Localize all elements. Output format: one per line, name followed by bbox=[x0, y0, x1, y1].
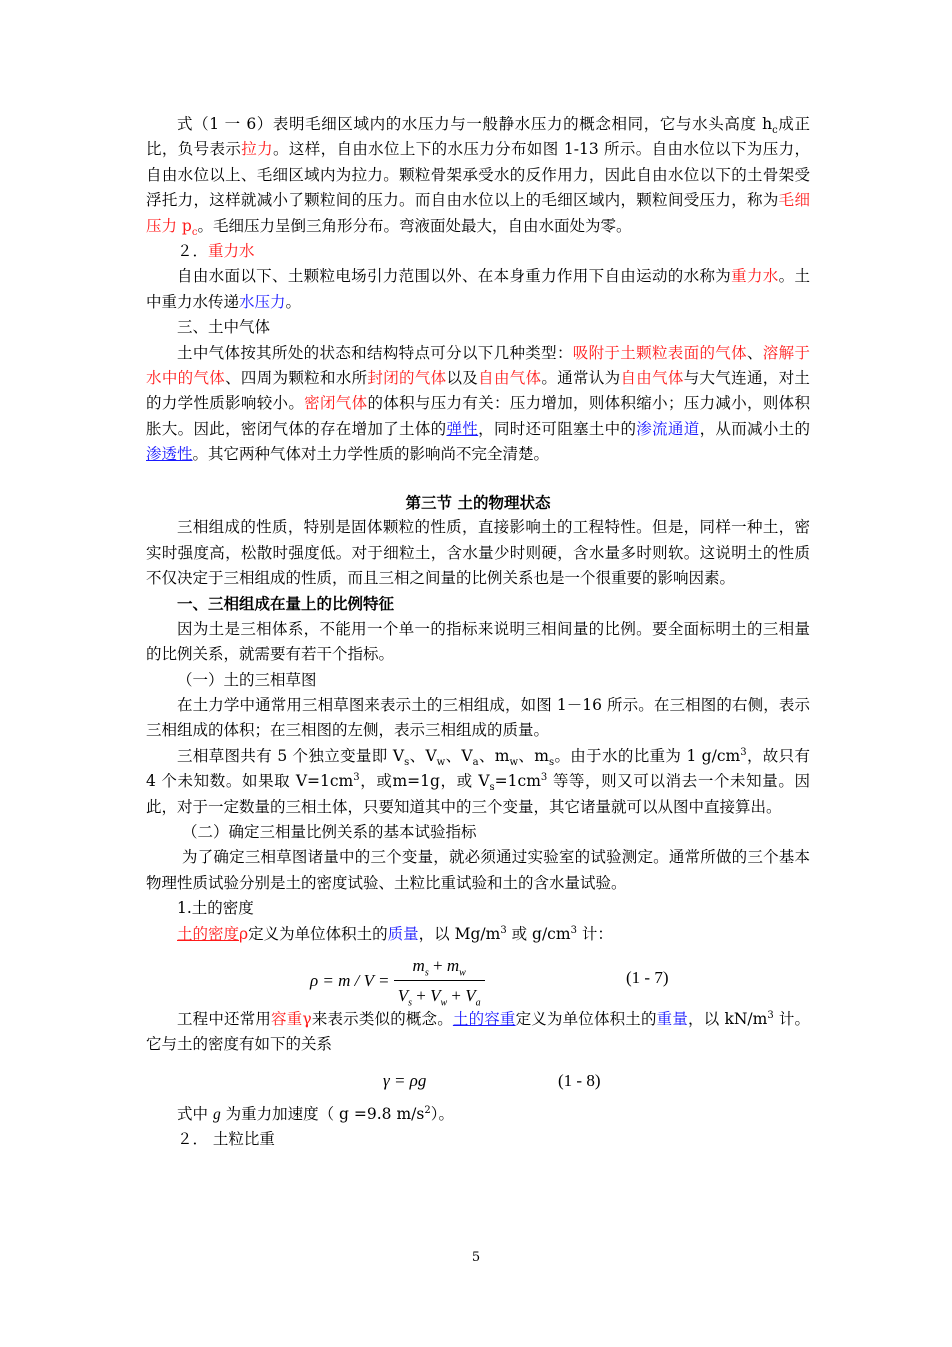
highlight-term: 吸附于土颗粒表面的气体 bbox=[572, 343, 747, 362]
heading-basic-tests: （二）确定三相量比例关系的基本试验指标 bbox=[182, 822, 477, 841]
document-page bbox=[146, 112, 810, 1153]
highlight-term: 容重γ bbox=[271, 1010, 312, 1028]
text: =1cm bbox=[494, 772, 541, 791]
equation-1-8 bbox=[146, 1058, 810, 1102]
superscript: 2 bbox=[424, 1104, 431, 1116]
subscript: s bbox=[548, 756, 555, 768]
text: ，或m=1g，或 V bbox=[359, 772, 490, 791]
text: ，从而减小土的 bbox=[699, 419, 810, 438]
heading-number: ２． bbox=[177, 242, 209, 261]
text: 为重力加速度（ g =9.8 m/s bbox=[220, 1104, 425, 1123]
text: 式（1 一 6）表明毛细区域内的水压力与一般静水压力的概念相同，它与水头高度 h bbox=[177, 115, 773, 133]
text: 与大气连通，对土的力学性质影响较小。 bbox=[146, 369, 810, 413]
text: 。 bbox=[285, 292, 302, 311]
text: 、四周为颗粒和水所 bbox=[225, 369, 368, 388]
text: 以及 bbox=[446, 369, 479, 388]
text: ，同时还可阻塞土中的 bbox=[478, 419, 637, 438]
text: ，以 kN/m bbox=[688, 1010, 768, 1028]
link-elasticity[interactable]: 弹性 bbox=[446, 419, 479, 438]
fraction bbox=[394, 953, 485, 1009]
paragraph-capillary bbox=[146, 112, 810, 239]
page-number: 5 bbox=[471, 1250, 481, 1265]
highlight-term: 自由气体 bbox=[478, 369, 542, 388]
text: 工程中还常用 bbox=[177, 1010, 272, 1028]
heading-soil-density: 1.土的密度 bbox=[177, 899, 254, 918]
link-permeability[interactable]: 渗透性 bbox=[146, 445, 193, 464]
highlight-term: 自由气体 bbox=[620, 369, 684, 388]
highlight-term: 质量 bbox=[387, 924, 419, 943]
text: 等等，则又可以消去一个未知量。因此，对于一定数量的三相土体，只要知道其中的三个变量，其它诸量就可以从图中直接算出。 bbox=[146, 772, 811, 816]
equation-body bbox=[310, 953, 485, 1009]
link-soil-density[interactable]: 土的密度 bbox=[177, 924, 240, 943]
highlight-term: 密闭气体 bbox=[304, 394, 368, 413]
paragraph-ratio: 因为土是三相体系，不能用一个单一的指标来说明三相间量的比例。要全面标明土的三相量的比例关系，就需要有若干个指标。 bbox=[146, 619, 810, 664]
text: ）。 bbox=[430, 1104, 454, 1123]
subscript: c bbox=[191, 226, 198, 238]
text: 。这样，自由水位上下的水压力分布如图 1-13 所示。自由水位以下为压力，自由水位以上、毛细区域内为拉力。颗粒骨架承受水的反作用力，因此自由水位以下的土骨架受浮托力，这样就减小了颗粒间的压力。而自由水位以上的毛细区域内，颗粒间受压力，称为 bbox=[146, 140, 810, 210]
heading-specific-gravity: ２． 土粒比重 bbox=[177, 1130, 275, 1149]
text: 三相草图共有 5 个独立变量即 V bbox=[177, 746, 405, 765]
text: 。土中重力水传递 bbox=[146, 267, 810, 311]
highlight-term: 封闭的气体 bbox=[367, 369, 447, 388]
fraction-denominator: $V_s + V_w + V_a$ bbox=[397, 986, 481, 1009]
heading-ratio-characteristics: 一、三相组成在量上的比例特征 bbox=[177, 594, 395, 614]
symbol-rho: ρ bbox=[239, 924, 249, 943]
subscript: s bbox=[489, 782, 495, 794]
text: 计。它与土的密度有如下的关系 bbox=[146, 1010, 810, 1054]
highlight-term: 毛细压力 p bbox=[146, 191, 810, 235]
text: 或 g/cm bbox=[506, 924, 571, 943]
equation-lhs: ρ = m / V = bbox=[310, 971, 390, 991]
highlight-term: 重力水 bbox=[731, 267, 779, 286]
paragraph-three-phase-diagram: 在土力学中通常用三相草图来表示土的三相组成，如图 1－16 所示。在三相图的右侧，表示三相组成的体积；在三相图的左侧，表示三相组成的质量。 bbox=[146, 695, 810, 740]
text: 、V bbox=[445, 746, 473, 765]
subscript: c bbox=[772, 125, 778, 137]
heading-text: 重力水 bbox=[208, 242, 255, 261]
paragraph-density-definition bbox=[146, 922, 810, 947]
subscript: w bbox=[509, 756, 519, 768]
text: 。由于水的比重为 1 g/cm bbox=[554, 746, 741, 765]
superscript: 3 bbox=[740, 746, 747, 758]
symbol-g: g bbox=[212, 1105, 221, 1123]
heading-three-phase-diagram: （一）土的三相草图 bbox=[177, 670, 317, 689]
superscript: 3 bbox=[767, 1009, 774, 1021]
highlight-term: 水压力 bbox=[239, 292, 286, 311]
text: 来表示类似的概念。 bbox=[311, 1010, 453, 1028]
equation-number: (1 - 8) bbox=[558, 1070, 601, 1090]
paragraph-soil-gas bbox=[146, 341, 810, 468]
text: 、V bbox=[409, 746, 437, 765]
paragraph-intro: 三相组成的性质，特别是固体颗粒的性质，直接影响土的工程特性。但是，同样一种土，密实时强度高，松散时强度低。对于细粒土，含水量少时则硬，含水量多时则软。这说明土的性质不仅决定于三相组成的性质，而且三相之间量的比例关系也是一个很重要的影响因素。 bbox=[146, 518, 810, 587]
equation-body: γ = ρg bbox=[383, 1070, 427, 1090]
superscript: 3 bbox=[570, 924, 577, 936]
paragraph-basic-tests: 为了确定三相草图诸量中的三个变量，就必须通过实验室的试验测定。通常所做的三个基本物理性质试验分别是土的密度试验、土粒比重试验和土的含水量试验。 bbox=[146, 848, 810, 892]
subscript: a bbox=[472, 756, 479, 768]
text: 的体积与压力有关：压力增加，则体积缩小；压力减小，则体积胀大。因此，密闭气体的存在增加了土体的 bbox=[146, 394, 810, 438]
paragraph-gravity-acceleration bbox=[146, 1102, 810, 1127]
text: 自由水面以下、土颗粒电场引力范围以外、在本身重力作用下自由运动的水称为 bbox=[177, 267, 732, 286]
heading-gravity-water bbox=[146, 239, 810, 264]
link-unit-weight[interactable]: 土的容重 bbox=[452, 1010, 516, 1028]
fraction-numerator: $m_s + m_w$ bbox=[394, 953, 485, 981]
subscript: w bbox=[436, 756, 446, 768]
paragraph-unit-weight bbox=[146, 1007, 810, 1058]
paragraph-variables bbox=[146, 744, 810, 820]
heading-soil-gas: 三、土中气体 bbox=[177, 318, 271, 337]
text: 、m bbox=[518, 746, 549, 765]
paragraph-gravity-water bbox=[146, 264, 810, 315]
text: ，故只有 4 个未知数。如果取 V=1cm bbox=[146, 746, 810, 791]
text: 。其它两种气体对土力学性质的影响尚不完全清楚。 bbox=[192, 445, 550, 464]
section-title: 第三节 土的物理状态 bbox=[405, 492, 551, 512]
equation-1-7 bbox=[146, 947, 810, 1007]
highlight-term: 拉力 bbox=[241, 140, 273, 159]
subscript: s bbox=[404, 756, 410, 768]
text: 成正比，负号表示 bbox=[146, 115, 810, 159]
superscript: 3 bbox=[500, 924, 507, 936]
text: 定义为单位体积土的 bbox=[248, 924, 388, 943]
highlight-term: 溶解于水中的气体 bbox=[146, 343, 810, 388]
text: 、m bbox=[478, 746, 510, 765]
text: 、 bbox=[746, 343, 763, 362]
highlight-term: 重量 bbox=[656, 1010, 689, 1028]
text: ，以 Mg/m bbox=[418, 924, 501, 943]
text: 式中 bbox=[177, 1104, 213, 1123]
superscript: 3 bbox=[353, 772, 360, 783]
text: 土中气体按其所处的状态和结构特点可分以下几种类型： bbox=[177, 343, 573, 362]
text: 计： bbox=[576, 924, 613, 943]
equation-number: (1 - 7) bbox=[626, 968, 669, 987]
spacer bbox=[146, 468, 810, 488]
superscript: 3 bbox=[540, 772, 548, 783]
highlight-term: 渗流通道 bbox=[636, 419, 700, 438]
text: 。通常认为 bbox=[541, 369, 621, 388]
text: 。毛细压力呈倒三角形分布。弯液面处最大，自由水面处为零。 bbox=[197, 216, 632, 235]
text: 定义为单位体积土的 bbox=[515, 1010, 657, 1028]
